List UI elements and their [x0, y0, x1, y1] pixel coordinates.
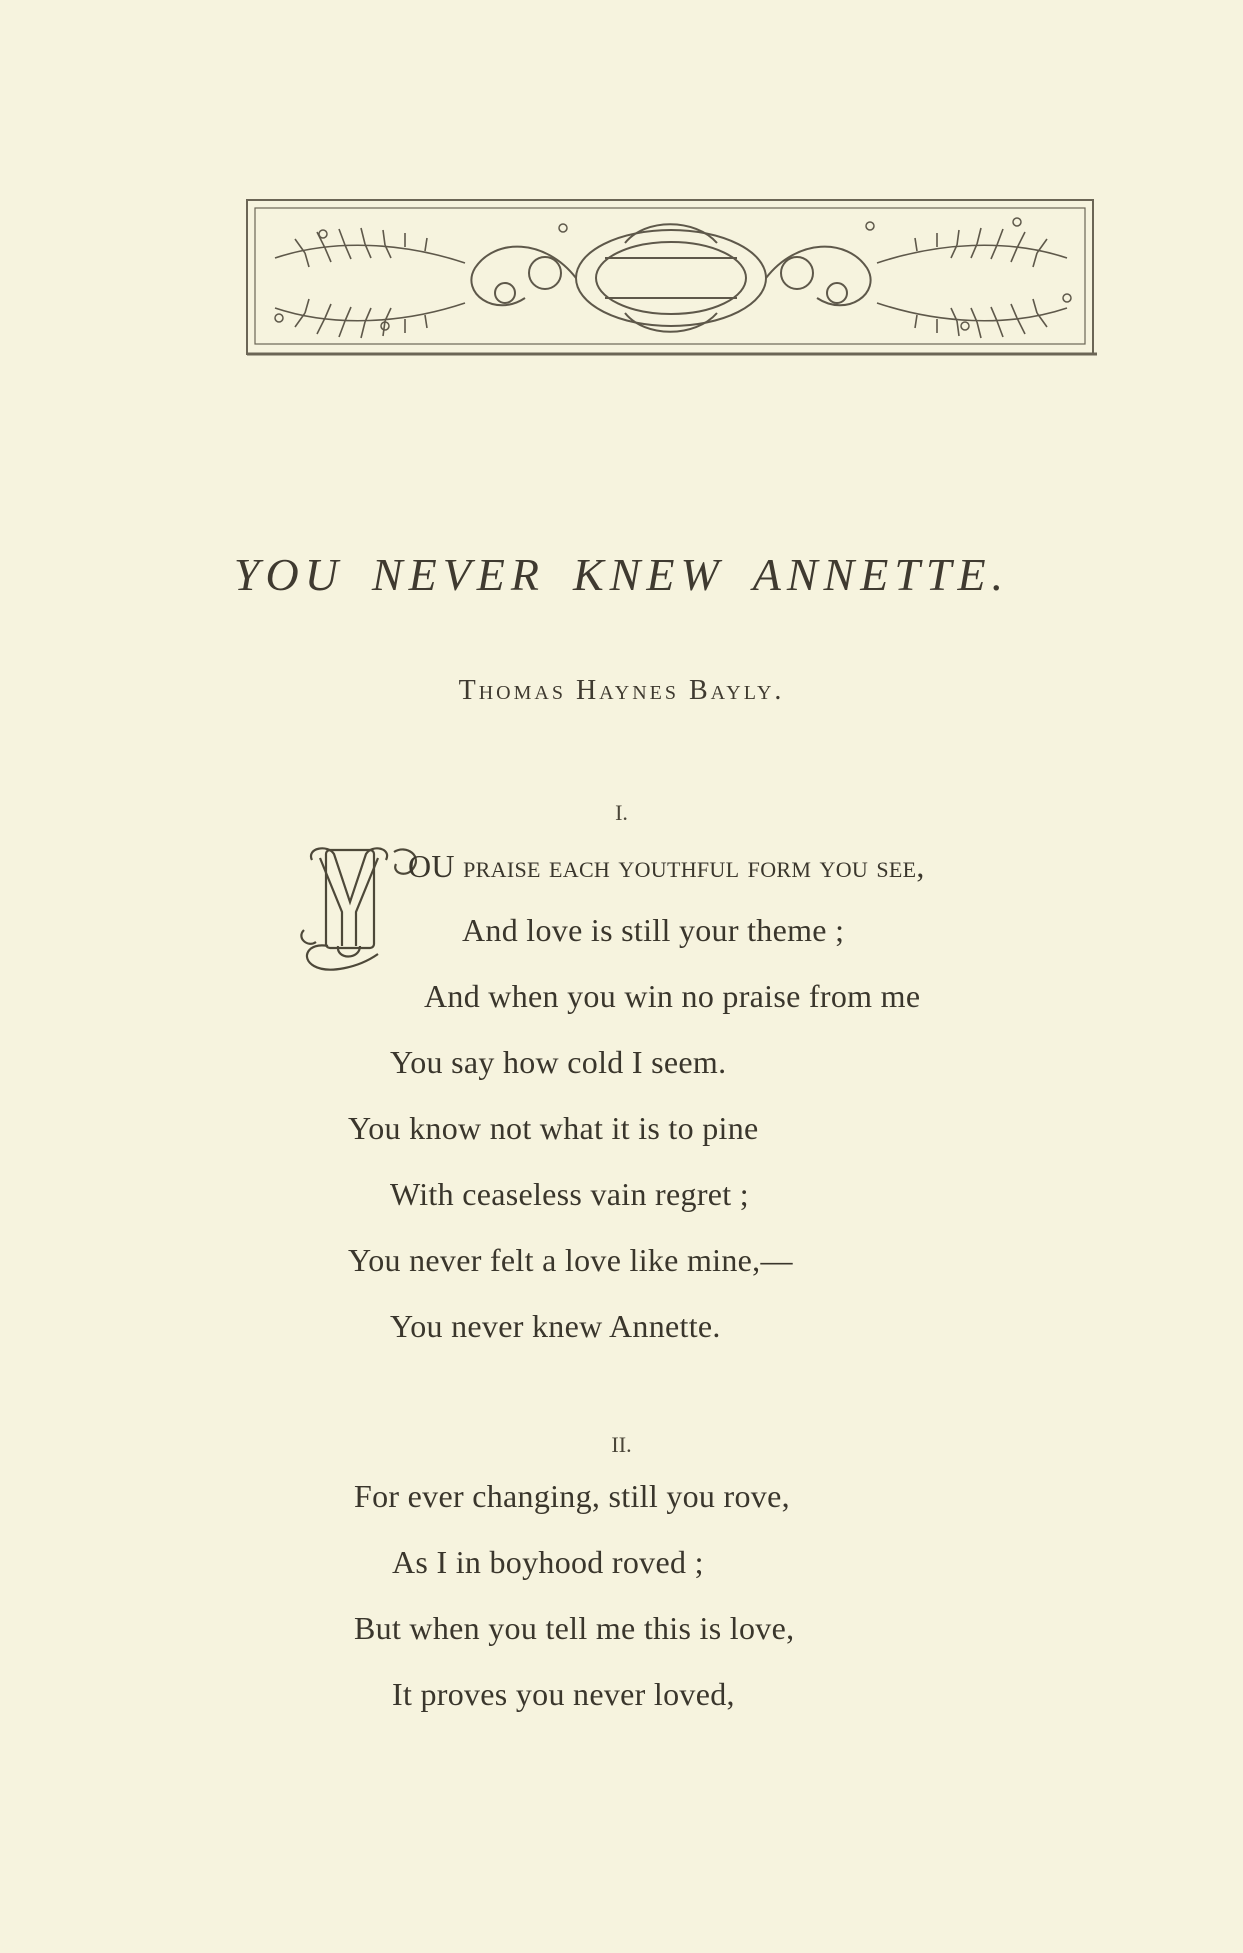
- poem-line: And when you win no praise from me: [424, 978, 921, 1014]
- poem-line: You say how cold I seem.: [390, 1044, 727, 1080]
- poem-line: You know not what it is to pine: [348, 1110, 759, 1146]
- poem-line: You never knew Annette.: [390, 1308, 721, 1344]
- stanza-number: II.: [611, 1432, 632, 1457]
- poem-author: Thomas Haynes Bayly.: [458, 675, 785, 706]
- poem-line: But when you tell me this is love,: [354, 1610, 795, 1646]
- poem-line: And love is still your theme ;: [462, 912, 845, 948]
- poem-line: [408, 848, 925, 885]
- title-word: ANNETTE.: [752, 549, 1010, 600]
- title-word: YOU: [233, 549, 344, 600]
- poem-line: You never felt a love like mine,—: [348, 1242, 793, 1278]
- stanza-number: I.: [615, 800, 628, 825]
- headpiece-ornament: [245, 198, 1097, 358]
- poem-line: With ceaseless vain regret ;: [390, 1176, 749, 1212]
- poem-line: For ever changing, still you rove,: [354, 1478, 790, 1514]
- title-word: NEVER: [371, 549, 545, 600]
- poem-line: It proves you never loved,: [392, 1676, 735, 1712]
- title-word: KNEW: [573, 549, 725, 600]
- poem-line-first-rest: OU praise each youthful form you see,: [408, 848, 925, 884]
- poem-title: [0, 548, 1243, 601]
- poem-line: As I in boyhood roved ;: [392, 1544, 704, 1580]
